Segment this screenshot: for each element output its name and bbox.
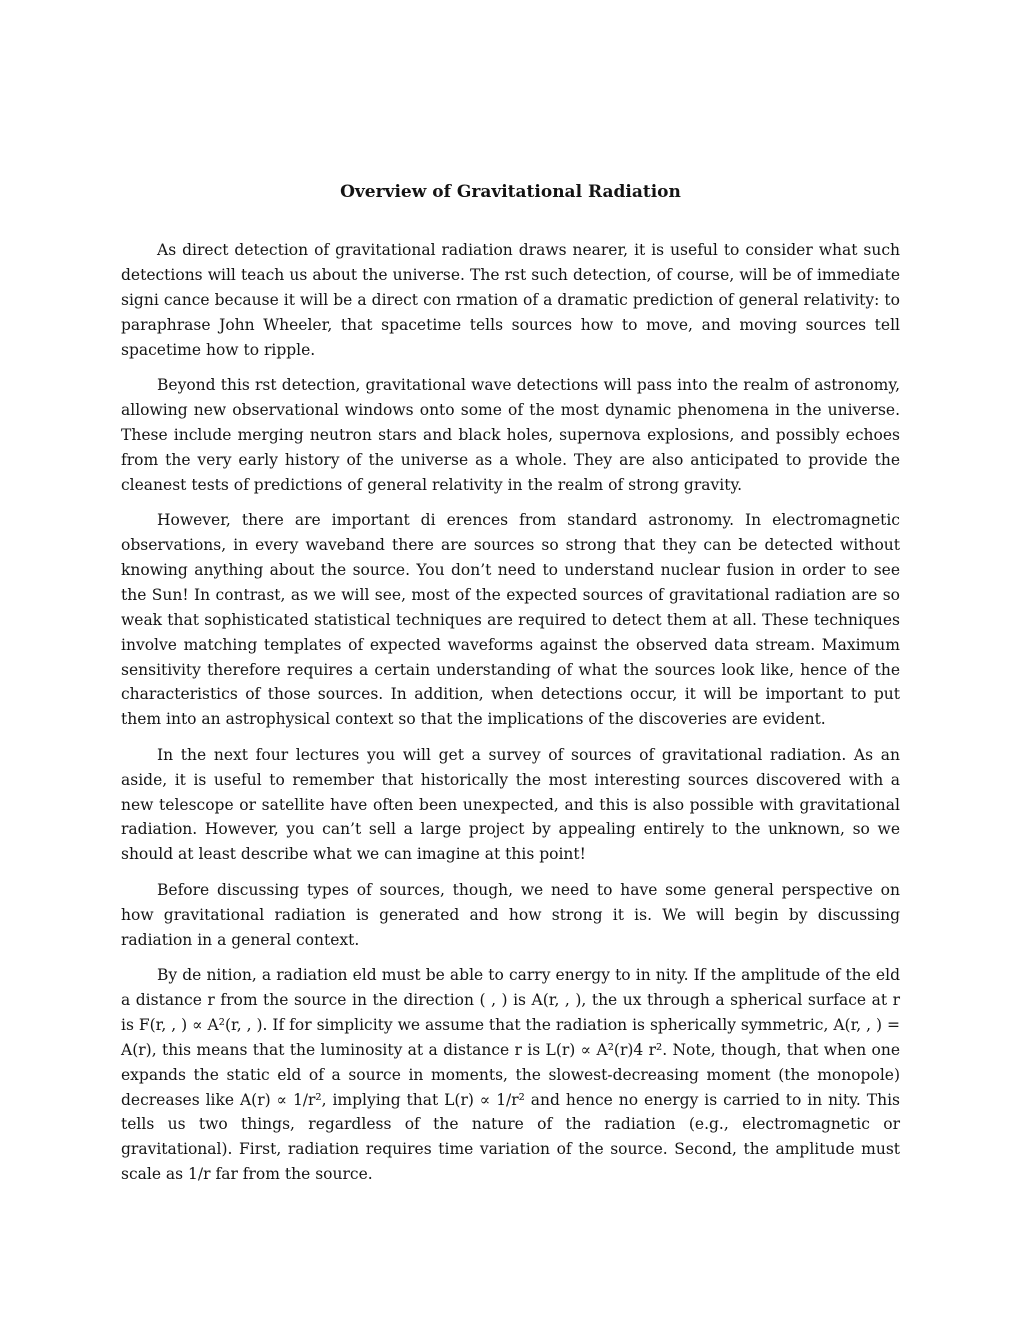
document-title: Overview of Gravitational Radiation <box>340 182 681 202</box>
paragraph-astronomy: Beyond this rst detection, gravitational wave detections will pass into the realm of astronomy, allowing new observational windows onto some of the most dynamic phenomena in the universe. These include merging neutron stars and black holes, supernova explosions, and possibly echoes from the very early history of the universe as a whole. They are also anticipated to provide the cleanest tests of predictions of general relativity in the realm of strong gravity. <box>121 376 900 494</box>
paragraph-lectures: In the next four lectures you will get a survey of sources of gravitational radiation. As an aside, it is useful to remember that historically the most interesting sources discovered with a new telescope or satellite have often been unexpected, and this is also possible with gravitational radiation. However, you can’t sell a large project by appealing entirely to the unknown, so we should at least describe what we can imagine at this point! <box>121 745 900 864</box>
paragraph-intro: As direct detection of gravitational radiation draws nearer, it is useful to consider what such detections will teach us about the universe. The rst such detection, of course, will be of immediate signi cance because it will be a direct con rmation of a dramatic prediction of general relativity: to paraphrase John Wheeler, that spacetime tells sources how to move, and moving sources tell spacetime how to ripple. <box>121 241 900 359</box>
paragraph-differences: However, there are important di erences from standard astronomy. In electromagnetic observations, in every waveband there are sources so strong that they can be detected without knowing anything about the source. You don’t need to understand nuclear fusion in order to see the Sun! In contrast, as we will see, most of the expected sources of gravitational radiation are so weak that sophisticated statistical techniques are required to detect them at all. These techniques involve matching templates of expected waveforms against the observed data stream. Maximum sensitivity therefore requires a certain understanding of what the sources look like, hence of the characteristics of those sources. In addition, when detections occur, it will be important to put them into an astrophysical context so that the implications of the discoveries are evident. <box>121 511 900 729</box>
document-page <box>121 176 900 1198</box>
paragraph-definition: By de nition, a radiation eld must be able to carry energy to in nity. If the amplitude of the eld a distance r from the source in the direction ( , ) is A(r, , ), the ux through a spherical surface at r is F(r, , ) ∝ A²(r, , ). If for simplicity we assume that the radiation is spherically symmetric, A(r, , ) = A(r), this means that the luminosity at a distance r is L(r) ∝ A²(r)4 r². Note, though, that when one expands the static eld of a source in moments, the slowest-decreasing moment (the monopole) decreases like A(r) ∝ 1/r², implying that L(r) ∝ 1/r² and hence no energy is carried to in nity. This tells us two things, regardless of the nature of the radiation (e.g., electromagnetic or gravitational). First, radiation requires time variation of the source. Second, the amplitude must scale as 1/r far from the source. <box>121 965 900 1184</box>
paragraph-perspective: Before discussing types of sources, though, we need to have some general perspective on how gravitational radiation is generated and how strong it is. We will begin by discussing radiation in a general context. <box>121 880 900 949</box>
